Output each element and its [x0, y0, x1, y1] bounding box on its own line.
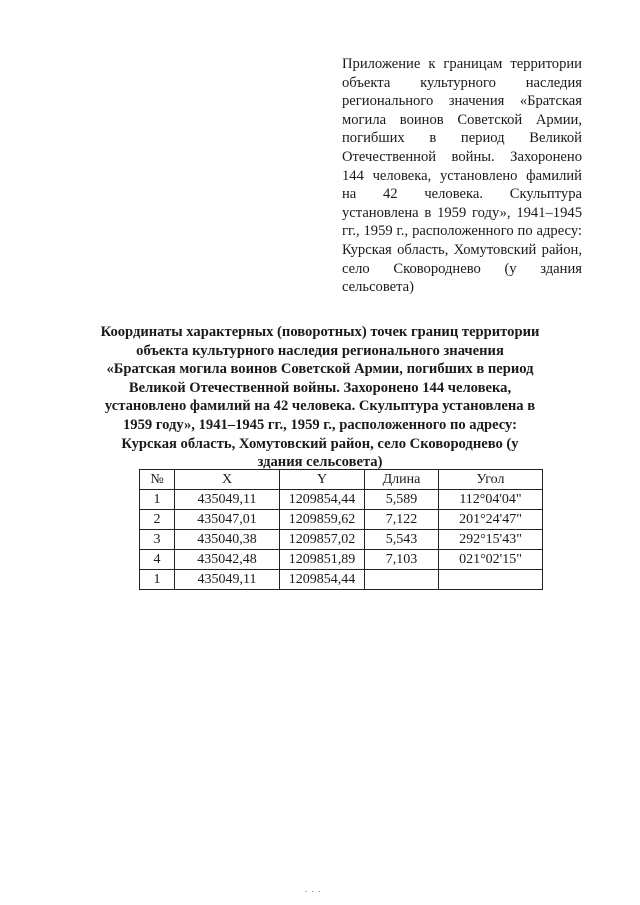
cell-angle: 112°04'04": [439, 490, 543, 510]
document-title: Координаты характерных (поворотных) точек границ территории объекта культурного наследия регионального значения «Братская могила воинов Советской Армии, погибших в период Великой Отечественной войны. Захоронено 144 человека, установлено фамилий на 42 человека. Скульптура установлена в 1959 году», 1941–1945 гг., 1959 г., расположенного по адресу: Курская область, Хомутовский район, село Сковороднево (у здания сельсовета): [100, 324, 540, 471]
table-row: [140, 530, 543, 550]
cell-number: 2: [140, 510, 175, 530]
cell-angle: 201°24'47": [439, 510, 543, 530]
cell-y: 1209859,62: [280, 510, 365, 530]
cell-length: 5,589: [365, 490, 439, 510]
cell-number: 3: [140, 530, 175, 550]
cell-number: 1: [140, 490, 175, 510]
cell-y: 1209854,44: [280, 490, 365, 510]
table-row: [140, 490, 543, 510]
cell-y: 1209851,89: [280, 550, 365, 570]
cell-length: 5,543: [365, 530, 439, 550]
cell-y: 1209857,02: [280, 530, 365, 550]
cell-angle: 292°15'43": [439, 530, 543, 550]
table-row: [140, 570, 543, 590]
page-mark: . . .: [305, 884, 322, 894]
table-row: [140, 550, 543, 570]
column-header-y: Y: [280, 470, 365, 490]
cell-number: 1: [140, 570, 175, 590]
cell-length: [365, 570, 439, 590]
cell-x: 435042,48: [175, 550, 280, 570]
column-header-x: X: [175, 470, 280, 490]
cell-x: 435049,11: [175, 490, 280, 510]
cell-angle: [439, 570, 543, 590]
table-row: [140, 510, 543, 530]
column-header-length: Длина: [365, 470, 439, 490]
table-header-row: [140, 470, 543, 490]
cell-x: 435049,11: [175, 570, 280, 590]
cell-angle: 021°02'15": [439, 550, 543, 570]
cell-length: 7,103: [365, 550, 439, 570]
cell-y: 1209854,44: [280, 570, 365, 590]
appendix-note: Приложение к границам территории объекта культурного наследия регионального значения «Братская могила воинов Советской Армии, погибших в период Великой Отечественной войны. Захоронено 144 человека, установлено фамилий на 42 человека. Скульптура установлена в 1959 году», 1941–1945 гг., 1959 г., расположенного по адресу: Курская область, Хомутовский район, село Сковороднево (у здания сельсовета): [342, 56, 582, 296]
column-header-angle: Угол: [439, 470, 543, 490]
column-header-number: №: [140, 470, 175, 490]
cell-length: 7,122: [365, 510, 439, 530]
cell-x: 435040,38: [175, 530, 280, 550]
coordinates-table: [139, 469, 543, 590]
cell-x: 435047,01: [175, 510, 280, 530]
cell-number: 4: [140, 550, 175, 570]
